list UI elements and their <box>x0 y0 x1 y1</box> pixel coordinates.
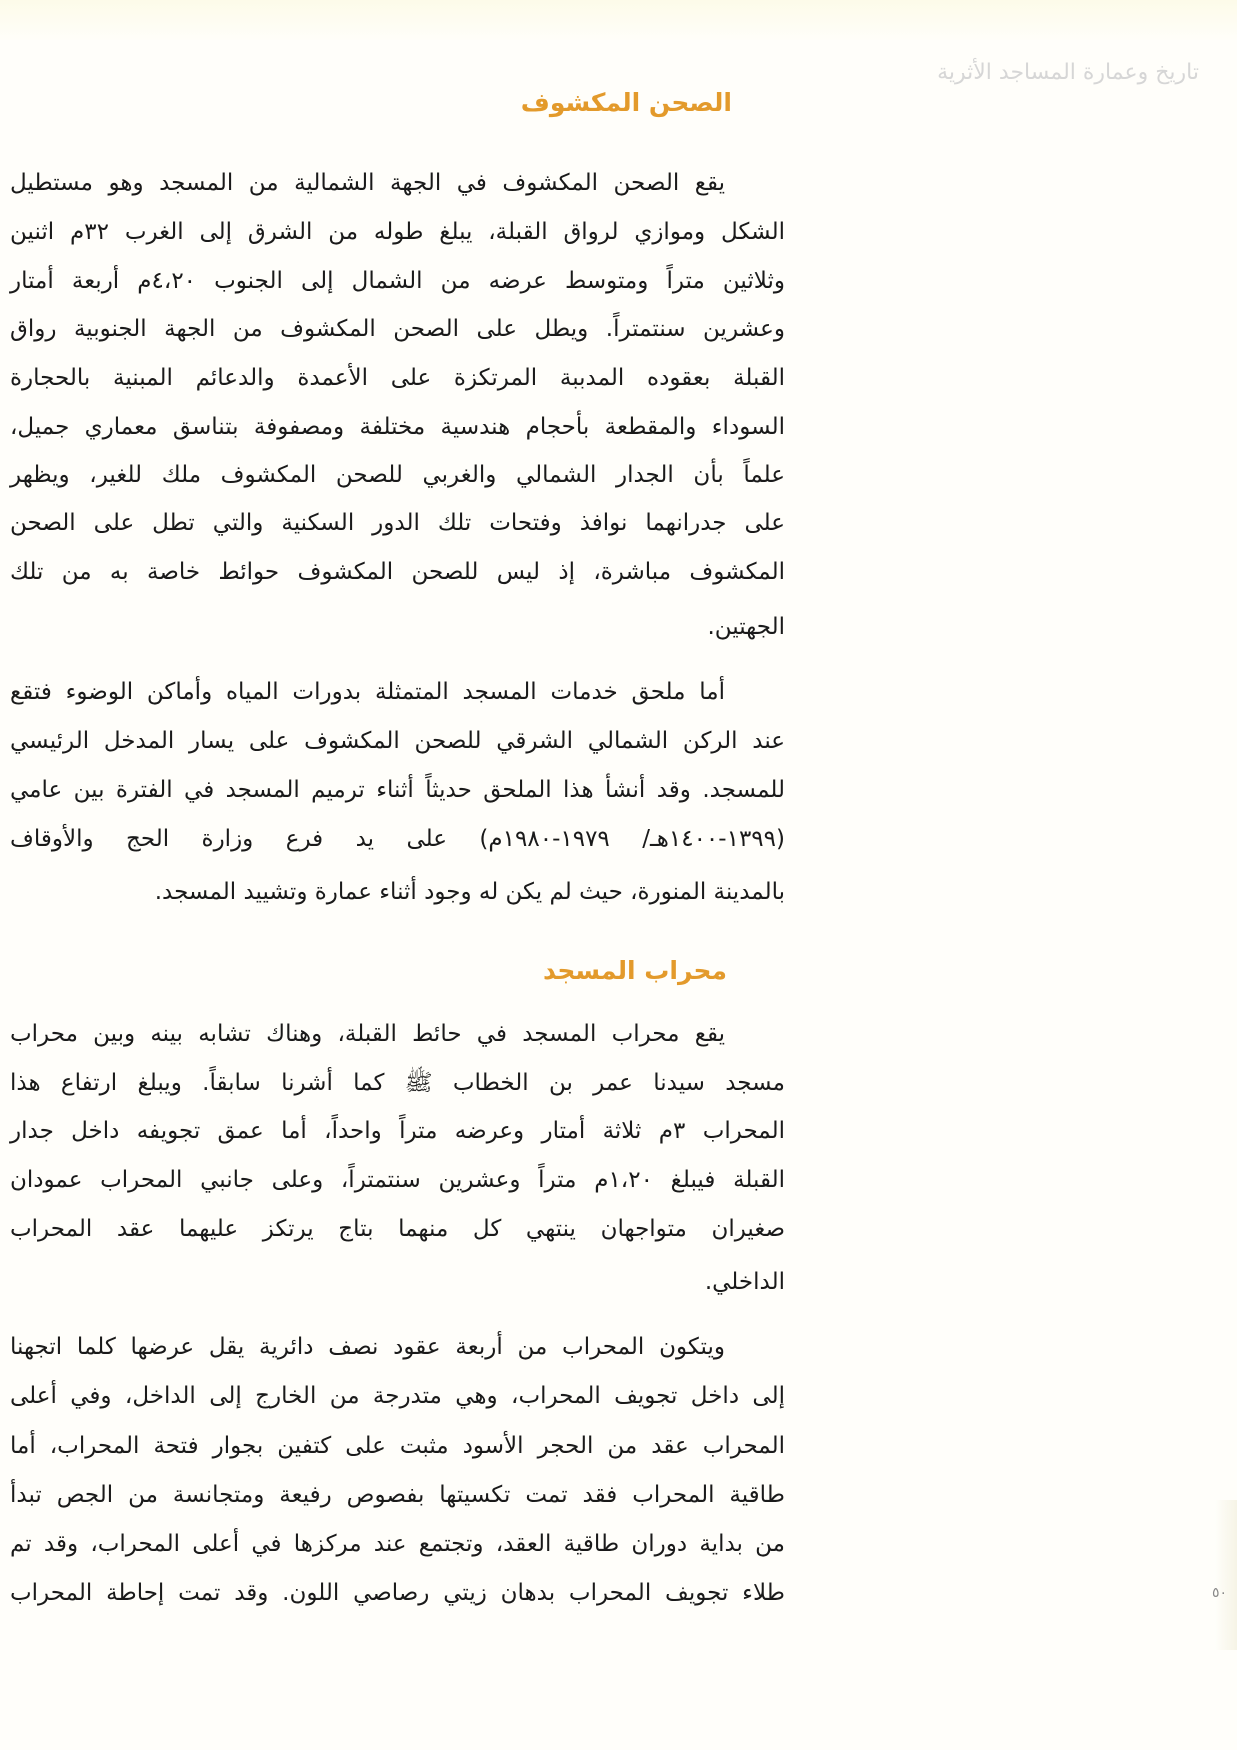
section-heading-mihrab: محراب المسجد <box>542 956 727 985</box>
text-line: على جدرانهما نوافذ وفتحات تلك الدور السكنية والتي تطل على الصحن <box>10 510 785 536</box>
text-line: من بداية دوران طاقية العقد، وتجتمع عند مركزها في أعلى المحراب، وقد تم <box>10 1531 785 1557</box>
text-line: مسجد سيدنا عمر بن الخطاب ﷺ كما أشرنا سابقاً. ويبلغ ارتفاع هذا <box>10 1070 785 1096</box>
text-line: المحراب ٣م ثلاثة أمتار وعرضه متراً واحداً، أما عمق تجويفه داخل جدار <box>10 1118 785 1144</box>
text-line: القبلة بعقوده المدببة المرتكزة على الأعمدة والدعائم المبنية بالحجارة <box>10 365 785 391</box>
text-line: طاقية المحراب فقد تمت تكسيتها بفصوص رفيعة ومتجانسة من الجص تبدأ <box>10 1482 785 1508</box>
text-line: إلى داخل تجويف المحراب، وهي متدرجة من الخارج إلى الداخل، وفي أعلى <box>10 1383 785 1409</box>
text-line: أما ملحق خدمات المسجد المتمثلة بدورات المياه وأماكن الوضوء فتقع <box>10 679 725 705</box>
text-line: ويتكون المحراب من أربعة عقود نصف دائرية يقل عرضها كلما اتجهنا <box>10 1334 725 1360</box>
text-line: علماً بأن الجدار الشمالي والغربي للصحن المكشوف ملك للغير، ويظهر <box>10 462 785 488</box>
text-line: للمسجد. وقد أنشأ هذا الملحق حديثاً أثناء ترميم المسجد في الفترة بين عامي <box>10 777 785 803</box>
text-line: طلاء تجويف المحراب بدهان زيتي رصاصي اللون. وقد تمت إحاطة المحراب <box>10 1580 785 1606</box>
text-line: يقع الصحن المكشوف في الجهة الشمالية من المسجد وهو مستطيل <box>10 170 725 196</box>
text-line: يقع محراب المسجد في حائط القبلة، وهناك تشابه بينه وبين محراب <box>10 1021 725 1047</box>
running-head: تاريخ وعمارة المساجد الأثرية <box>937 60 1199 85</box>
text-line: (١٣٩٩-١٤٠٠هـ/ ١٩٧٩-١٩٨٠م) على يد فرع وزارة الحج والأوقاف <box>10 826 785 852</box>
text-line: الداخلي. <box>704 1269 785 1295</box>
text-line: صغيران متواجهان ينتهي كل منهما بتاج يرتكز عليهما عقد المحراب <box>10 1216 785 1242</box>
text-line: القبلة فيبلغ ١،٢٠م متراً وعشرين سنتمتراً، وعلى جانبي المحراب عمودان <box>10 1167 785 1193</box>
text-line: الشكل وموازي لرواق القبلة، يبلغ طوله من الشرق إلى الغرب ٣٢م اثنين <box>10 219 785 245</box>
text-line: المحراب عقد من الحجر الأسود مثبت على كتفين بجوار فتحة المحراب، أما <box>10 1433 785 1459</box>
page-number: ٥٠ <box>1212 1585 1228 1601</box>
page-top-band <box>0 0 1237 42</box>
text-line: المكشوف مباشرة، إذ ليس للصحن المكشوف حوائط خاصة به من تلك <box>10 559 785 585</box>
text-line: الجهتين. <box>707 614 785 640</box>
text-line: بالمدينة المنورة، حيث لم يكن له وجود أثناء عمارة وتشييد المسجد. <box>154 879 785 905</box>
text-line: عند الركن الشمالي الشرقي للصحن المكشوف على يسار المدخل الرئيسي <box>10 728 785 754</box>
page-edge-shadow <box>1215 1500 1237 1650</box>
text-line: وثلاثين متراً ومتوسط عرضه من الشمال إلى الجنوب ٤،٢٠م أربعة أمتار <box>10 268 785 294</box>
text-line: وعشرين سنتمتراً. ويطل على الصحن المكشوف من الجهة الجنوبية رواق <box>10 316 785 342</box>
text-line: السوداء والمقطعة بأحجام هندسية مختلفة ومصفوفة بتناسق معماري جميل، <box>10 414 785 440</box>
section-heading-courtyard: الصحن المكشوف <box>520 88 732 117</box>
